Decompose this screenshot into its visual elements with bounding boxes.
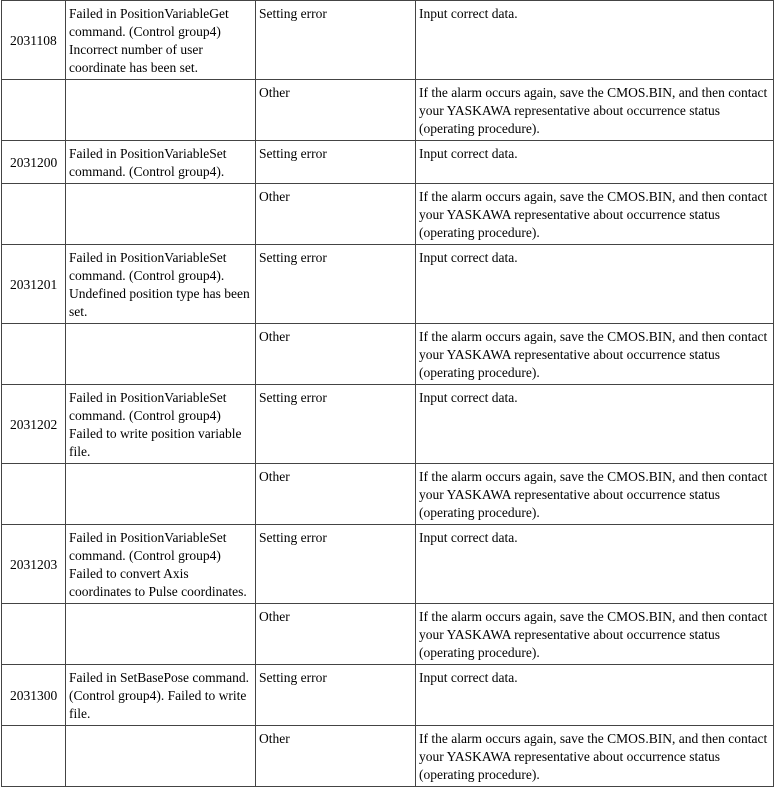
alarm-code-cell bbox=[2, 184, 66, 245]
alarm-remedy-cell: If the alarm occurs again, save the CMOS.BIN, and then contact your YASKAWA representative about occurrence status (operating procedure). bbox=[416, 80, 774, 141]
alarm-remedy-cell: Input correct data. bbox=[416, 1, 774, 80]
alarm-meaning-cell: Failed in PositionVariableSet command. (Control group4). bbox=[66, 141, 256, 184]
alarm-meaning-cell: Failed in PositionVariableGet command. (Control group4) Incorrect number of user coordinate has been set. bbox=[66, 1, 256, 80]
alarm-code-cell: 2031200 bbox=[2, 141, 66, 184]
alarm-remedy-cell: Input correct data. bbox=[416, 525, 774, 604]
alarm-remedy-cell: Input correct data. bbox=[416, 665, 774, 726]
table-row bbox=[2, 245, 774, 324]
alarm-remedy-cell: If the alarm occurs again, save the CMOS.BIN, and then contact your YASKAWA representative about occurrence status (operating procedure). bbox=[416, 464, 774, 525]
alarm-code-cell bbox=[2, 604, 66, 665]
alarm-cause-cell: Setting error bbox=[256, 1, 416, 80]
alarm-cause-cell: Setting error bbox=[256, 665, 416, 726]
alarm-meaning-cell bbox=[66, 604, 256, 665]
alarm-remedy-cell: If the alarm occurs again, save the CMOS.BIN, and then contact your YASKAWA representative about occurrence status (operating procedure). bbox=[416, 324, 774, 385]
alarm-cause-cell: Other bbox=[256, 726, 416, 787]
alarm-code-cell: 2031203 bbox=[2, 525, 66, 604]
alarm-meaning-cell: Failed in PositionVariableSet command. (Control group4) Failed to convert Axis coordinates to Pulse coordinates. bbox=[66, 525, 256, 604]
table-row bbox=[2, 184, 774, 245]
alarm-code-cell bbox=[2, 726, 66, 787]
alarm-meaning-cell: Failed in PositionVariableSet command. (Control group4). Undefined position type has been set. bbox=[66, 245, 256, 324]
alarm-meaning-cell bbox=[66, 726, 256, 787]
table-row bbox=[2, 464, 774, 525]
alarm-code-cell bbox=[2, 324, 66, 385]
table-row bbox=[2, 1, 774, 80]
alarm-cause-cell: Other bbox=[256, 324, 416, 385]
alarm-code-cell bbox=[2, 80, 66, 141]
alarm-cause-cell: Other bbox=[256, 184, 416, 245]
alarm-meaning-cell: Failed in PositionVariableSet command. (Control group4) Failed to write position variable file. bbox=[66, 385, 256, 464]
alarm-meaning-cell bbox=[66, 464, 256, 525]
alarm-cause-cell: Setting error bbox=[256, 141, 416, 184]
alarm-cause-cell: Other bbox=[256, 464, 416, 525]
alarm-cause-cell: Setting error bbox=[256, 385, 416, 464]
table-row bbox=[2, 324, 774, 385]
alarm-code-cell: 2031108 bbox=[2, 1, 66, 80]
alarm-meaning-cell bbox=[66, 80, 256, 141]
table-row bbox=[2, 604, 774, 665]
alarm-code-table bbox=[1, 0, 774, 787]
table-row bbox=[2, 525, 774, 604]
table-row bbox=[2, 665, 774, 726]
alarm-remedy-cell: If the alarm occurs again, save the CMOS.BIN, and then contact your YASKAWA representative about occurrence status (operating procedure). bbox=[416, 184, 774, 245]
alarm-meaning-cell bbox=[66, 324, 256, 385]
alarm-meaning-cell: Failed in SetBasePose command. (Control group4). Failed to write file. bbox=[66, 665, 256, 726]
alarm-remedy-cell: Input correct data. bbox=[416, 141, 774, 184]
alarm-code-cell bbox=[2, 464, 66, 525]
alarm-code-cell: 2031300 bbox=[2, 665, 66, 726]
alarm-cause-cell: Setting error bbox=[256, 245, 416, 324]
alarm-meaning-cell bbox=[66, 184, 256, 245]
alarm-remedy-cell: If the alarm occurs again, save the CMOS.BIN, and then contact your YASKAWA representative about occurrence status (operating procedure). bbox=[416, 726, 774, 787]
table-row bbox=[2, 385, 774, 464]
alarm-code-cell: 2031202 bbox=[2, 385, 66, 464]
alarm-cause-cell: Other bbox=[256, 80, 416, 141]
table-row bbox=[2, 80, 774, 141]
alarm-remedy-cell: Input correct data. bbox=[416, 385, 774, 464]
table-row bbox=[2, 726, 774, 787]
alarm-remedy-cell: If the alarm occurs again, save the CMOS.BIN, and then contact your YASKAWA representative about occurrence status (operating procedure). bbox=[416, 604, 774, 665]
alarm-remedy-cell: Input correct data. bbox=[416, 245, 774, 324]
alarm-cause-cell: Setting error bbox=[256, 525, 416, 604]
alarm-cause-cell: Other bbox=[256, 604, 416, 665]
alarm-code-cell: 2031201 bbox=[2, 245, 66, 324]
table-row bbox=[2, 141, 774, 184]
